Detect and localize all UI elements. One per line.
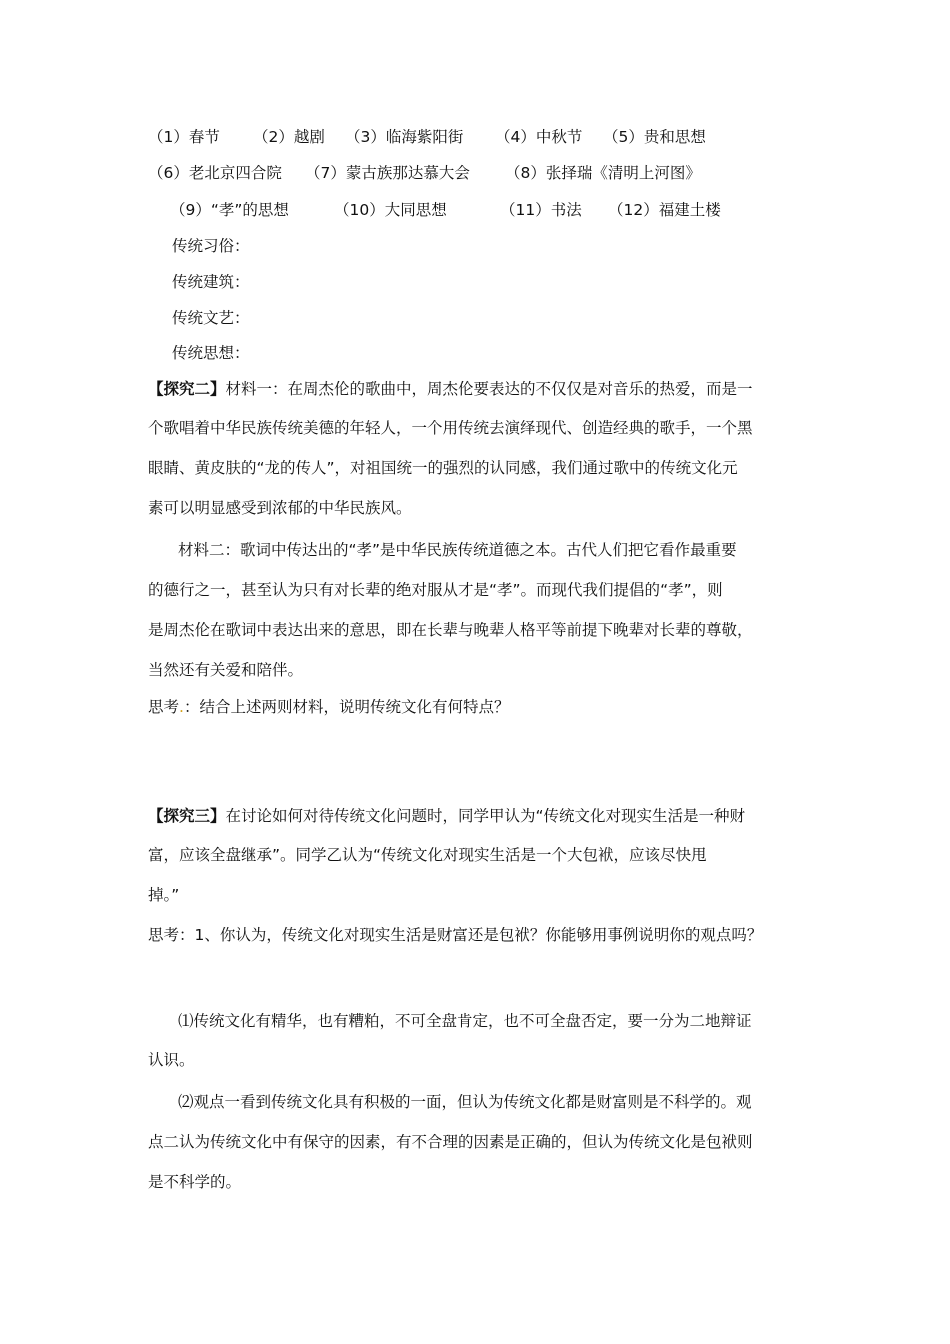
- item: （3）临海紫阳街: [345, 128, 464, 146]
- item: （9）“孝”的思想: [170, 201, 289, 219]
- explore3-answer1-line-2: 认识。: [148, 1051, 195, 1069]
- category-customs: 传统习俗：: [172, 237, 250, 255]
- explore2-material2-line-1: 材料二：歌词中传达出的“孝”是中华民族传统道德之本。古代人们把它看作最重要: [178, 541, 737, 559]
- explore2-think: [148, 697, 509, 717]
- explore3-line-1: [148, 806, 745, 826]
- explore2-material1-line-2: 个歌唱着中华民族传统美德的年轻人，一个用传统去演绎现代、创造经典的歌手，一个黑: [148, 419, 753, 437]
- explore3-tag: 【探究三】: [148, 807, 226, 825]
- items-row-1: [148, 127, 706, 147]
- item: （11）书法: [500, 201, 582, 219]
- explore2-material1-line-4: 素可以明显感受到浓郁的中华民族风。: [148, 499, 412, 517]
- explore2-text: 材料一：在周杰伦的歌曲中，周杰伦要表达的不仅仅是对音乐的热爱，而是一: [225, 380, 753, 398]
- item: （10）大同思想: [334, 201, 447, 219]
- explore2-think-text: ：结合上述两则材料，说明传统文化有何特点？: [183, 698, 510, 716]
- item: （4）中秋节: [495, 128, 583, 146]
- category-architecture: 传统建筑：: [172, 273, 250, 291]
- item: （8）张择瑞《清明上河图》: [505, 164, 701, 182]
- explore2-think-prefix: 思考: [148, 698, 180, 716]
- explore3-answer2-line-2: 点二认为传统文化中有保守的因素，有不合理的因素是正确的，但认为传统文化是包袱则: [148, 1133, 753, 1151]
- explore2-material2-line-3: 是周杰伦在歌词中表达出来的意思，即在长辈与晚辈人格平等前提下晚辈对长辈的尊敬，: [148, 621, 753, 639]
- explore3-text: 在讨论如何对待传统文化问题时，同学甲认为“传统文化对现实生活是一种财: [225, 807, 746, 825]
- explore3-answer1-line-1: ⑴传统文化有精华，也有糟粕，不可全盘肯定，也不可全盘否定，要一分为二地辩证: [178, 1012, 752, 1030]
- explore2-tag: 【探究二】: [148, 380, 226, 398]
- item: （12）福建土楼: [608, 201, 721, 219]
- explore2-think-dot: .: [179, 698, 184, 716]
- explore2-material2-line-4: 当然还有关爱和陪伴。: [148, 661, 304, 679]
- item: （5）贵和思想: [603, 128, 706, 146]
- item: （2）越剧: [253, 128, 325, 146]
- explore2-material1-line-3: 眼睛、黄皮肤的“龙的传人”，对祖国统一的强烈的认同感，我们通过歌中的传统文化元: [148, 459, 738, 477]
- explore2-material1-line-1: [148, 379, 753, 399]
- explore3-line-3: 掉。”: [148, 886, 180, 904]
- explore2-material2-line-2: 的德行之一，甚至认为只有对长辈的绝对服从才是“孝”。而现代我们提倡的“孝”，则: [148, 581, 723, 599]
- items-row-3: [170, 200, 721, 220]
- item: （6）老北京四合院: [148, 164, 282, 182]
- category-thought: 传统思想：: [172, 344, 250, 362]
- item: （1）春节: [148, 128, 220, 146]
- item: （7）蒙古族那达慕大会: [305, 164, 470, 182]
- explore3-think: 思考：1、你认为，传统文化对现实生活是财富还是包袱？你能够用事例说明你的观点吗？: [148, 926, 763, 944]
- explore3-answer2-line-1: ⑵观点一看到传统文化具有积极的一面，但认为传统文化都是财富则是不科学的。观: [178, 1093, 752, 1111]
- category-arts: 传统文艺：: [172, 309, 250, 327]
- explore3-line-2: 富，应该全盘继承”。同学乙认为“传统文化对现实生活是一个大包袱，应该尽快甩: [148, 846, 707, 864]
- items-row-2: [148, 163, 701, 183]
- explore3-answer2-line-3: 是不科学的。: [148, 1173, 242, 1191]
